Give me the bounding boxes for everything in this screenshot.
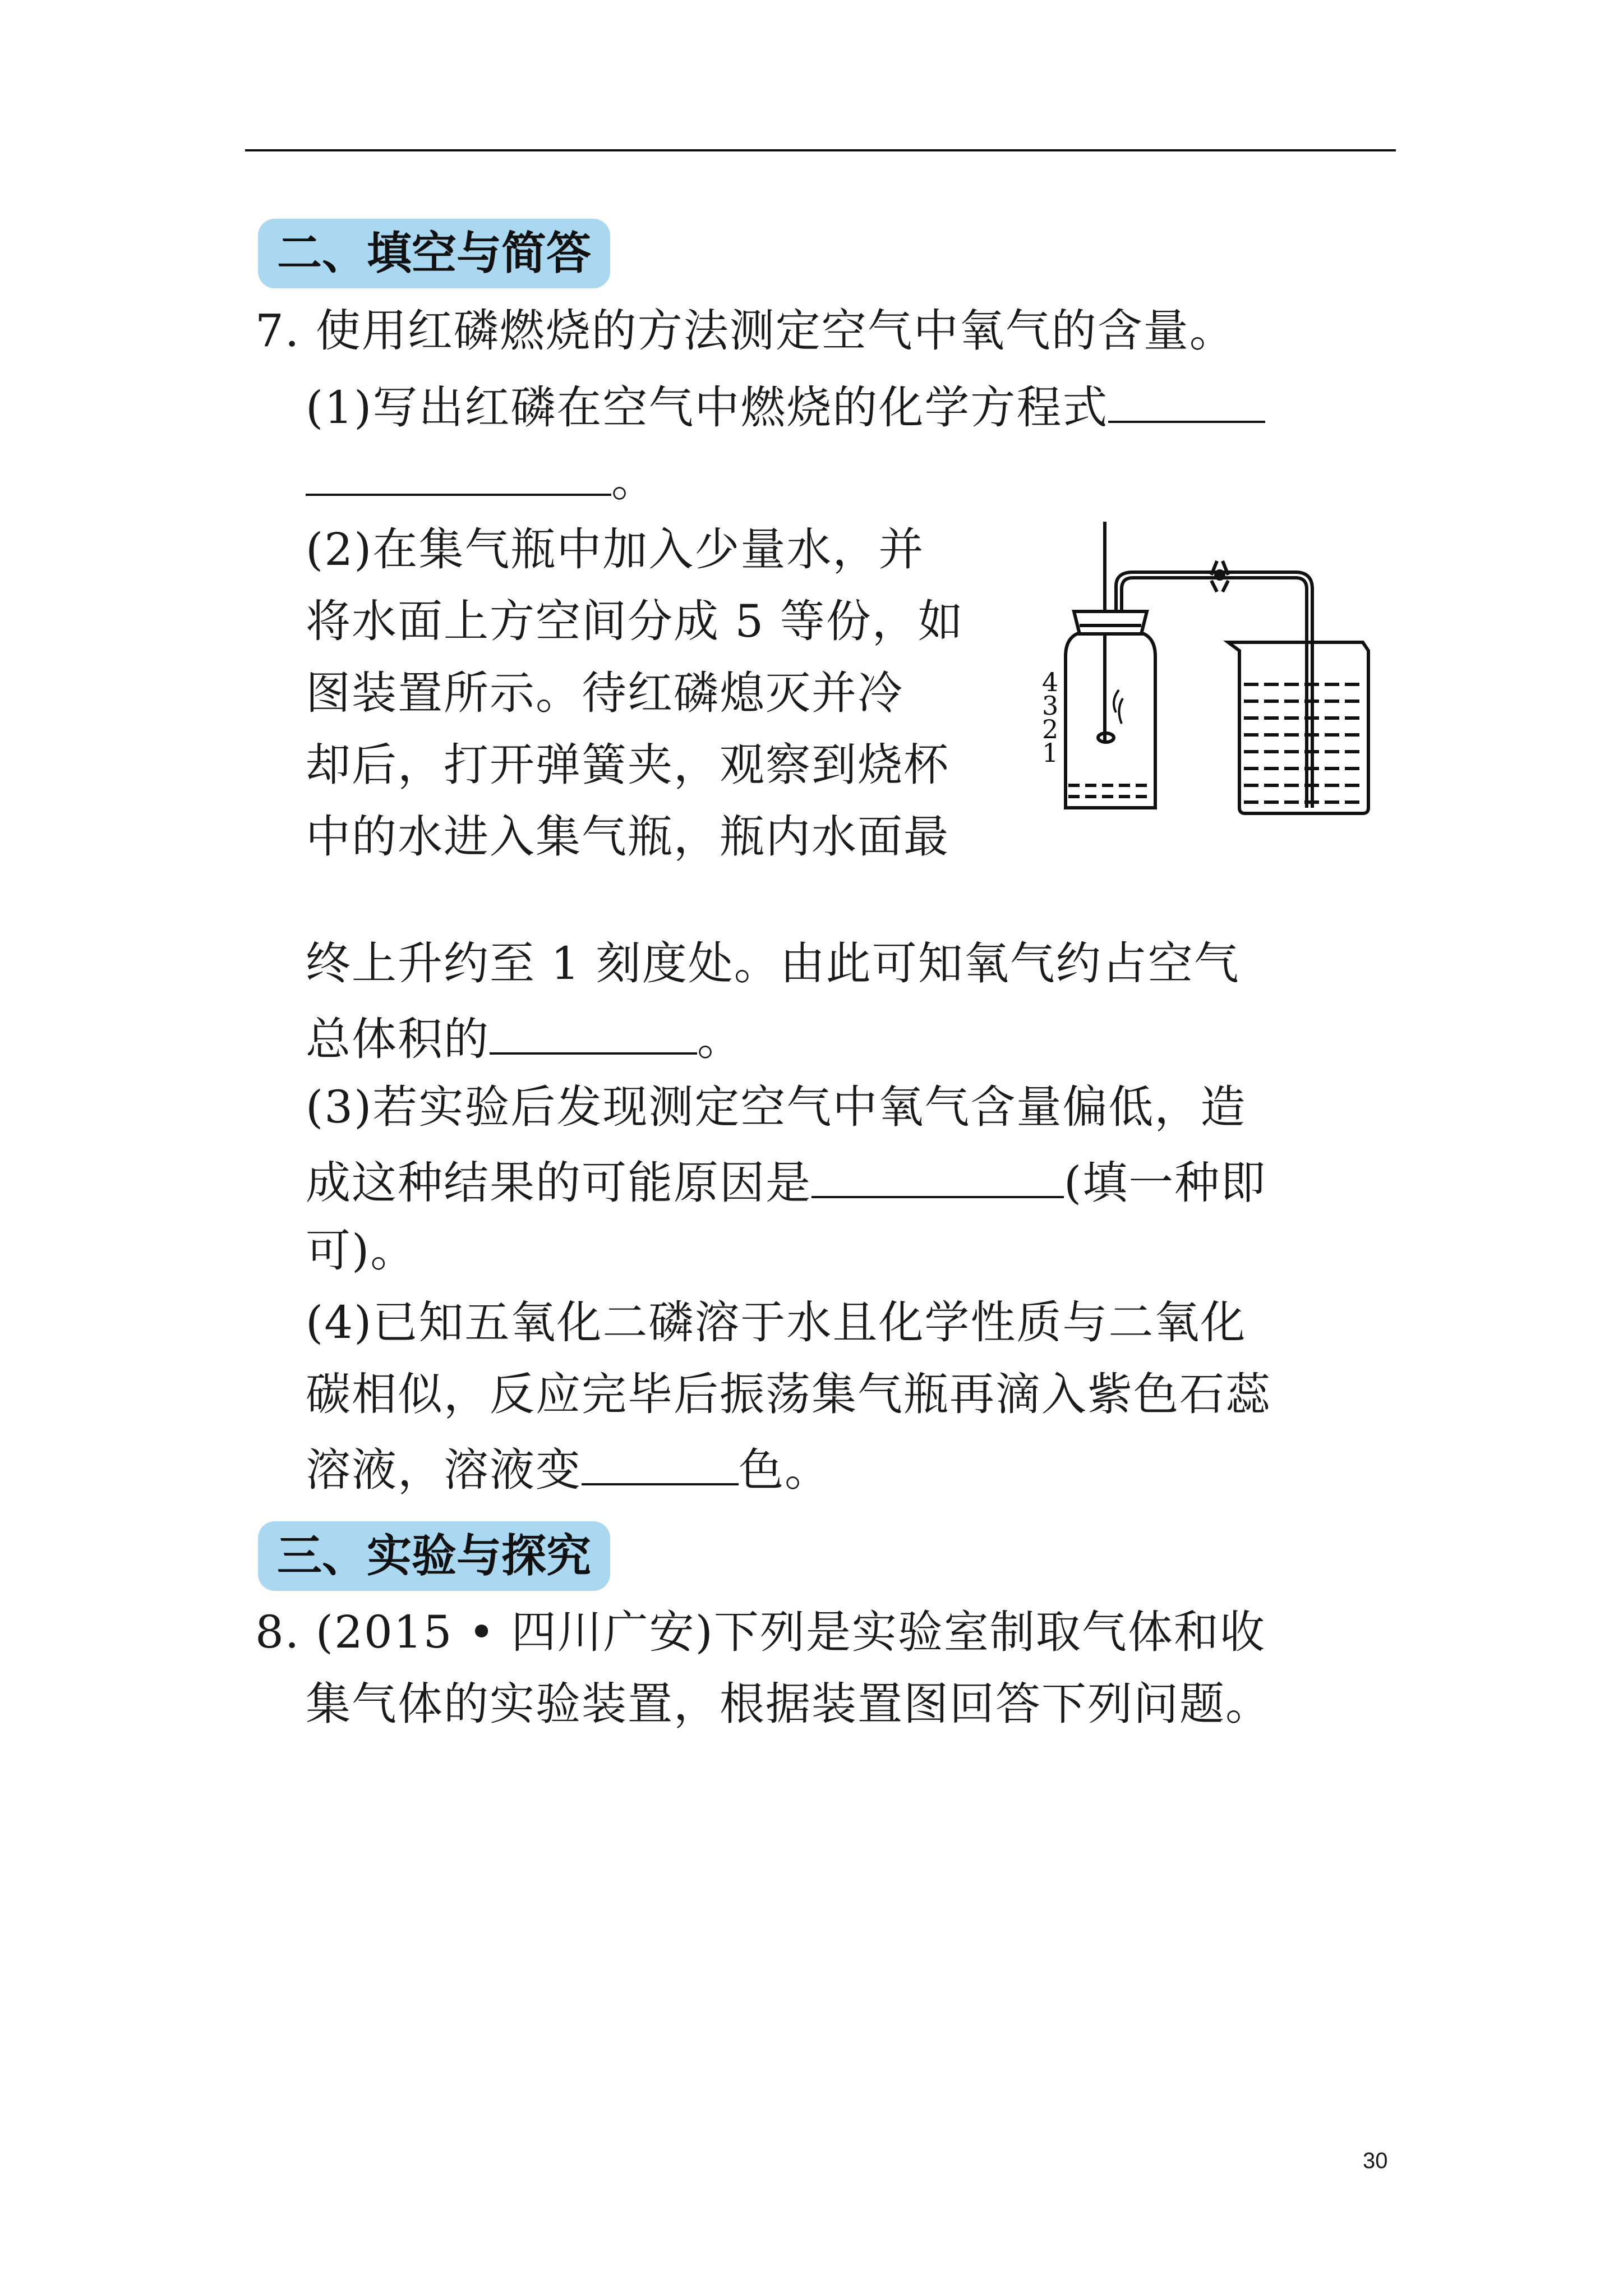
question-7-part-2-end [306,1007,743,1068]
answer-blank-1a[interactable] [1108,376,1265,423]
question-7-part-4: (4)已知五氧化二磷溶于水且化学性质与二氧化 [306,1296,1247,1349]
answer-blank-2[interactable] [490,1007,697,1055]
question-7-part-2-cont: 终上升约至 1 刻度处。由此可知氧气约占空气 [306,937,1240,990]
question-7-part-3-end: 可)。 [306,1225,417,1277]
answer-blank-4[interactable] [582,1438,739,1485]
answer-blank-1b[interactable] [306,449,611,496]
question-7-part-2-line: 图装置所示。待红磷熄灭并冷 [306,667,903,719]
scale-mark-1: 1 [1042,738,1059,768]
question-7-part-4-cont: 碳相似，反应完毕后振荡集气瓶再滴入紫色石蕊 [306,1368,1271,1420]
question-7-part-3-cont [306,1151,1266,1211]
question-7-part-2-line: 中的水进入集气瓶，瓶内水面最 [306,811,949,863]
section-title-fill-in: 二、填空与简答 [258,219,610,288]
question-7-part-1-cont [306,449,657,509]
question-8-line-2: 集气体的实验装置，根据装置图回答下列问题。 [306,1678,1271,1730]
question-7-stem: 7. 使用红磷燃烧的方法测定空气中氧气的含量。 [255,305,1235,357]
question-7-part-2-line: 却后，打开弹簧夹，观察到烧杯 [306,739,949,791]
header-rule [245,149,1396,151]
scale-mark-2: 2 [1042,714,1059,744]
question-7-part-2-line: 将水面上方空间分成 5 等份，如 [306,595,964,647]
question-7-part-1 [306,376,1265,436]
answer-blank-3[interactable] [811,1151,1064,1198]
question-7-part-2-text: 总体积的 [306,1013,490,1065]
scale-mark-4: 4 [1042,667,1059,697]
apparatus-figure [1032,522,1380,825]
page-number: 30 [1363,2148,1388,2173]
question-7-part-4-end [306,1438,831,1498]
question-7-part-4-suffix: 色。 [739,1444,831,1496]
question-7-part-3-text: 成这种结果的可能原因是 [306,1157,811,1209]
period: 。 [697,1013,743,1065]
section-title-experiment: 三、实验与探究 [258,1521,610,1591]
question-7-part-4-text: 溶液，溶液变 [306,1444,582,1496]
question-8-line-1: 8. (2015 • 四川广安)下列是实验室制取气体和收 [255,1606,1266,1658]
period: 。 [611,454,657,507]
question-7-part-1-text: (1)写出红磷在空气中燃烧的化学方程式 [306,381,1109,434]
question-7-part-3-note: (填一种即 [1064,1157,1267,1209]
scale-mark-3: 3 [1042,691,1059,721]
question-7-part-3: (3)若实验后发现测定空气中氧气含量偏低，造 [306,1081,1247,1133]
question-7-part-2-line: (2)在集气瓶中加入少量水，并 [306,523,925,576]
